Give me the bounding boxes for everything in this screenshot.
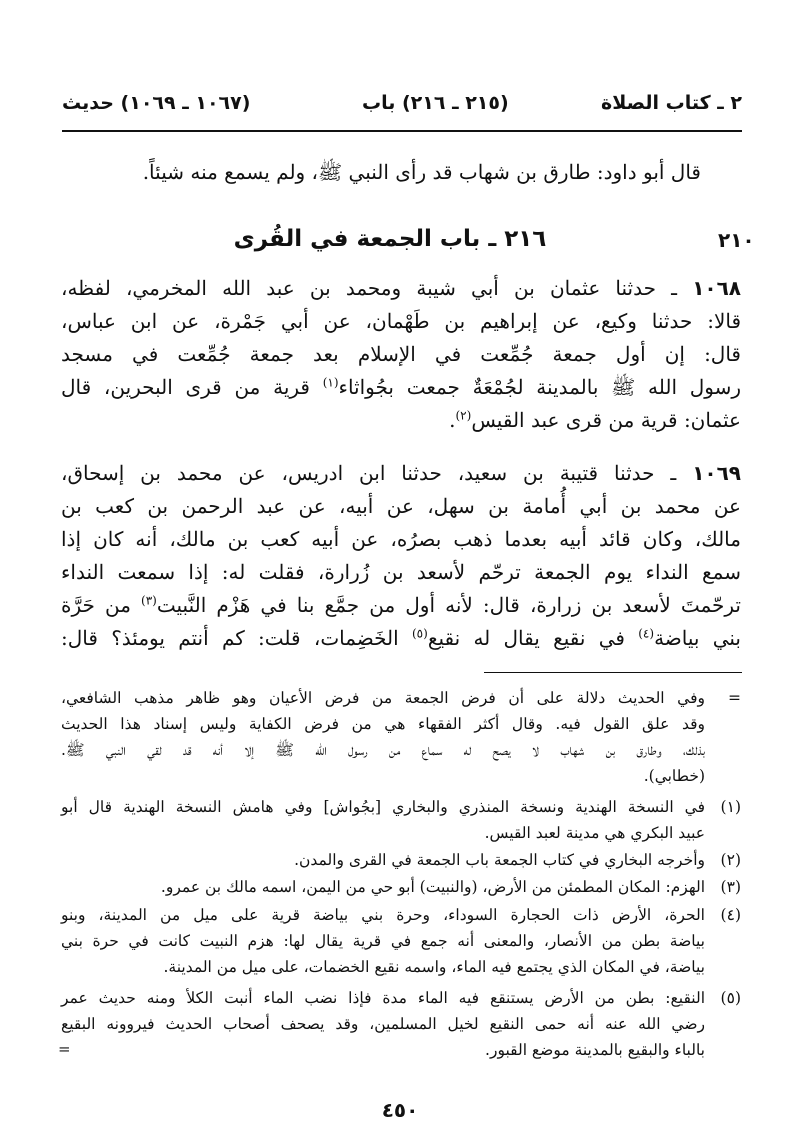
hadith-1069-line-1: ١٠٦٩ ـ حدثنا قتيبة بن سعيد، حدثنا ابن ادريس، عن محمد بن إسحاق، xyxy=(61,461,742,485)
hadith-1069-line-6: بني بياضة$^{(٤)}$ في نقيع يقال له نقيع$^{(٥)}$ الخَضِمات، قلت: كم أنتم يومئذ؟ قال: xyxy=(61,626,741,650)
hadith-1069-line-4: سمع النداء يوم الجمعة ترحّم لأسعد بن زُرارة، فقلت له: إذا سمعت النداء xyxy=(61,560,741,584)
header-chapter-range: (٢١٥ ـ ٢١٦) باب xyxy=(362,92,509,114)
hadith-number: ١٠٦٨ xyxy=(692,276,742,300)
header-book-title: ٢ ـ كتاب الصلاة xyxy=(601,92,742,114)
footnote-mark: (٤) xyxy=(720,906,741,924)
footnote-2: (٢) وأخرجه البخاري في كتاب الجمعة باب الجمعة في القرى والمدن. xyxy=(61,847,741,873)
running-header xyxy=(62,92,742,126)
footnote-3: (٣) الهزم: المكان المطمئن من الأرض، (والنبيت) أبو حي من اليمن، اسمه مالك بن عمرو. xyxy=(61,874,741,900)
chapter-title: ٢١٦ ـ باب الجمعة في القُرى xyxy=(233,226,547,252)
hadith-1069-line-2: عن محمد بن أبي أُمامة بن سهل، عن أبيه، عن عبد الرحمن بن كعب بن xyxy=(61,494,741,518)
margin-chapter-number: ٢١٠ xyxy=(718,228,755,252)
hadith-1068-line-4: رسول الله ﷺ بالمدينة لجُمْعَةٌ جمعت بجُواثاء$^{(١)}$ قرية من قرى البحرين، قال xyxy=(61,375,741,399)
footnote-mark: (٢) xyxy=(720,851,741,869)
footnote-ref-4[interactable]: (٤) xyxy=(638,626,655,641)
footnote-5: (٥) النقيع: بطن من الأرض يستنقع فيه الماء مدة فإذا نضب الماء أنبت الكلأ ومنه حديث عمر رضي الله عنه أنه حمى النقيع لخيل المسلمين، وقد يصحف أصحاب الحديث فيروونه البقيع بالباء والبقيع بالمدينة موضع القبور. xyxy=(61,985,741,1063)
footnote-mark: = xyxy=(728,689,741,707)
hadith-1068-line-5: عثمان: قرية من قرى عبد القيس$^{(٢)}$. xyxy=(449,408,741,432)
footnote-ref-1[interactable]: (١) xyxy=(322,375,339,390)
footnote-4: (٤) الحرة، الأرض ذات الحجارة السوداء، وحرة بني بياضة قرية على ميل من المدينة، وبنو بياضة بطن من الأنصار، والمعنى أنه جمع في قرية يقال لها: هزم النبيت كانت في حرة بني بياضة، في المكان الذي يجتمع فيه الماء، واسمه نقيع الخضمات، على ميل من المدينة. xyxy=(61,902,741,980)
footnote-divider xyxy=(484,672,742,673)
footnote-ref-2[interactable]: (٢) xyxy=(455,408,472,423)
hadith-number: ١٠٦٩ xyxy=(692,461,742,485)
footnote-mark: (٥) xyxy=(720,989,741,1007)
hadith-1069-line-3: مالك، وكان قائد أبيه بعدما ذهب بصرُه، عن أبيه كعب بن مالك، أنه كان إذا xyxy=(61,527,741,551)
abu-dawud-note: قال أبو داود: طارق بن شهاب قد رأى النبي ﷺ، ولم يسمع منه شيئاً. xyxy=(142,160,701,184)
footnote-1: (١) في النسخة الهندية ونسخة المنذري والبخاري [بجُواش] وفي هامش النسخة الهندية قال أبو عبيد البكري هي مدينة لعبد القيس. xyxy=(61,794,741,846)
header-hadith-range: (١٠٦٧ ـ ١٠٦٩) حديث xyxy=(62,92,251,114)
footnote-continued: = وفي الحديث دلالة على أن فرض الجمعة من فرض الأعيان وهو ظاهر مذهب الشافعي، وقد علق القول فيه. وقال أكثر الفقهاء هي من فرض الكفاية وليس إسناد هذا الحديث بذلك، وطارق بن شهاب لا يصح له سماع من رسول الله ﷺ إلا أنه قد لقي النبي ﷺ. (خطابي). xyxy=(61,685,741,789)
hadith-1068-line-1: ١٠٦٨ ـ حدثنا عثمان بن أبي شيبة ومحمد بن عبد الله المخرمي، لفظه، xyxy=(61,276,742,300)
header-divider xyxy=(62,130,742,132)
footnote-ref-3[interactable]: (٣) xyxy=(141,593,157,608)
continuation-mark: = xyxy=(58,1040,71,1058)
hadith-1069-line-5: ترحّمتَ لأسعد بن زرارة، قال: لأنه أول من جمَّع بنا في هَزْم النَّبيت$^{(٣)}$ من حَرَّة xyxy=(61,593,741,617)
footnote-mark: (١) xyxy=(720,798,741,816)
hadith-1068-line-3: قال: إن أول جمعة جُمِّعت في الإسلام بعد جمعة جُمِّعت في مسجد xyxy=(61,342,741,366)
hadith-1068-line-2: قالا: حدثنا وكيع، عن إبراهيم بن طَهْمان، عن أبي جَمْرة، عن ابن عباس، xyxy=(61,309,741,333)
footnote-ref-5[interactable]: (٥) xyxy=(411,626,428,641)
page-number: ٤٥٠ xyxy=(381,1098,419,1122)
footnote-mark: (٣) xyxy=(720,878,741,896)
